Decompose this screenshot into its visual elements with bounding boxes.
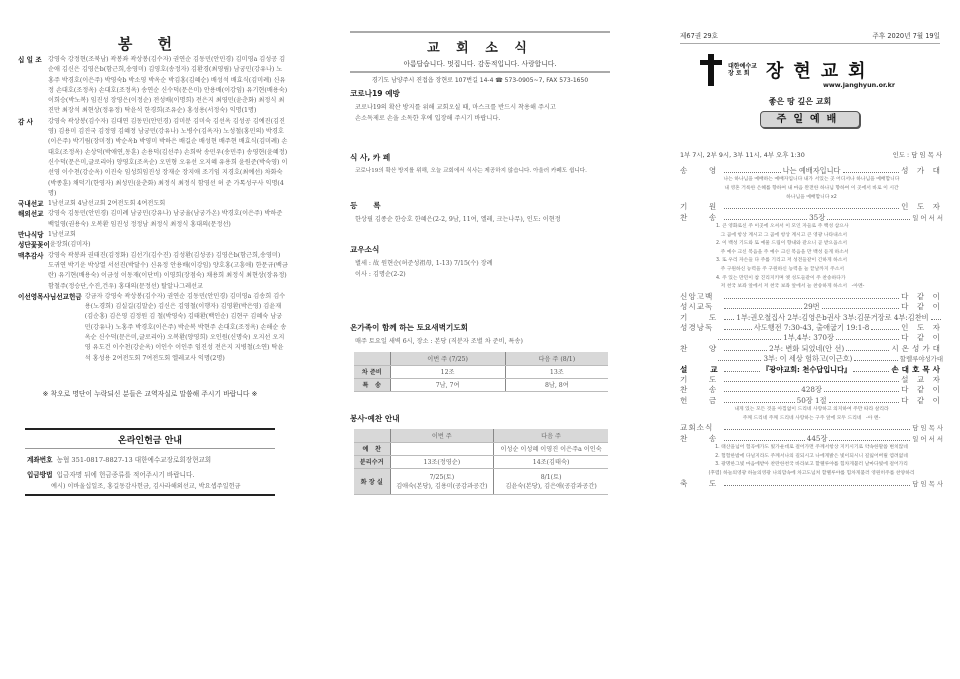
service-times-row — [680, 150, 942, 159]
offering-group-names: 1남선교회 4남선교회 2여전도회 4여전도회 — [48, 200, 166, 208]
cell-date: 7/25(토) — [429, 474, 455, 481]
order-item-content: 50장 1절 — [796, 395, 827, 405]
cell: 이성순 이성혜 이영진 이은주a 이인숙 — [494, 442, 608, 455]
order-item — [680, 344, 943, 354]
order-item-leader: 다 같 이 — [901, 302, 943, 312]
hymn-lyric-line: 1. 태산을넘어 험곡에가도 빛가운데로 걸어가면 주께서항상 지키시기로 약속한말씀 변치않네 — [715, 445, 908, 451]
order-item-leader: 다 같 이 — [901, 291, 943, 301]
table-header: 다음 주 (8/1) — [505, 352, 608, 365]
service-times: 1부 7시, 2부 9시, 3부 11시, 4부 오후 1:30 — [680, 151, 805, 159]
service-table — [354, 429, 608, 495]
offering-group-names: 강영숙 강정현(조북남) 곽봉좌 곽상봉(김수자) 권연순 김동민(안민경) 김미영a 김성공 김순애 김신은 김영은b(함근희,송영미) 김영호(송정자) 김환경(최영림) 남궁민(강유나) 노홍주 박경호(이은주) 박영숙b 박소영 박옥순 박김홍(김혜순) 배성석 배효식(김미례) 신유정 손대호(조정옥) 손대호(조정옥) 송연순 신수덕(문은미) 안용배(이강임) 유기현(배용숙) 이희승(박노복) 임진성 장영은(이정순) 전성배(이명희) 전은지 최영민(윤춘화) 최정식 최진만 최장석 최현상(정유정) 탁윤석 한경희(조유순) 홍성용(서정숙) 익명(1명) — [48, 56, 288, 115]
service-leader: 인도 : 담 임 목 사 — [892, 151, 942, 159]
order-item-leader: 시온성가대 — [891, 343, 944, 353]
hymn-lyric-line: 하나님을 예배합니다 x2 — [786, 194, 837, 200]
cell: 8남, 8여 — [505, 378, 608, 391]
row-label: 차 준비 — [354, 365, 390, 378]
prayer-meeting-table — [354, 352, 608, 392]
hymn-lyric-line: 나는 하나님을 예배하는 예배자입니다 내가 서있는 곳 어디서나 하나님을 예배합니다 — [723, 177, 900, 183]
order-item-label: 기 도 — [680, 312, 718, 322]
order-item-label: 설 교 — [680, 364, 719, 374]
table-header: 다음 주 — [494, 429, 608, 442]
bulletin-header — [680, 30, 940, 44]
cell: 14조(김태숙) — [494, 455, 608, 468]
denomination-line: 대한예수교 — [728, 62, 757, 70]
church-address: 경기도 남양주시 진접읍 장현로 107번길 14-4 ☎ 573-0905~7, FAX 573-1650 — [371, 77, 589, 84]
dot-leader — [843, 167, 900, 173]
news-title: 교 회 소 식 — [427, 41, 533, 56]
offering-group — [18, 292, 288, 364]
order-item-leader: 담 임 목 사 — [912, 479, 943, 488]
hymn-lyric-line: 3. 광명한그빛 마음에받아 찬란한천국 바라보고 할렐루야를 힘차게불러 날마다빛에 걸어가리 — [715, 462, 908, 468]
order-item-leader: 일 어 서 서 — [912, 213, 944, 222]
section-heading: 식 사, 카 페 — [350, 153, 391, 162]
order-item-content: 428장 — [801, 385, 822, 395]
order-item-content: 35장 — [809, 212, 826, 222]
hymn-lyric-line: 1. 큰 영화로신 주 이곳에 오셔서 이 모인 자들로 주 백성 삼으사 — [716, 224, 849, 229]
hymn-lyric-line: 2. 험험한밤에 다닐지라도 주께서나의 길되시고 나에게밝은 빛이되시니 길잃어버릴 염려없네 — [715, 453, 908, 459]
dot-leader — [853, 366, 889, 372]
worship-page — [640, 0, 960, 679]
order-item-leader: 담 임 목 사 — [912, 424, 943, 433]
order-item-label: 교회소식 — [680, 423, 714, 433]
hymn-lyric-line: 주 예수 크신 복음을 주 예수 크신 복음을 만 백성 듣게 하소서 — [716, 249, 849, 255]
offering-group-names: 윤장희(김미자) — [49, 241, 91, 249]
prayer-meeting-section — [350, 322, 610, 392]
account-value: 농협 351-0817-8827-13 대한예수교장로회장현교회 — [56, 456, 212, 464]
offering-group — [18, 199, 288, 209]
order-item-leader: 인 도 자 — [901, 322, 944, 332]
order-item — [680, 423, 943, 433]
order-item-content: 29번 — [803, 302, 820, 312]
order-item-label: 축 도 — [680, 478, 718, 488]
order-item-content: 2부: 변화 되었네(안 선) — [769, 343, 845, 353]
order-item — [680, 375, 943, 385]
dot-leader — [724, 324, 752, 330]
dot-leader — [724, 366, 760, 372]
order-item — [680, 302, 943, 312]
online-offering-box — [25, 428, 275, 496]
offering-group-label: 국내선교 — [18, 200, 44, 209]
offering-group — [18, 230, 288, 240]
cell-date: 8/1(토) — [540, 474, 562, 481]
dot-leader — [724, 345, 767, 351]
hymn-lyric-line: 그 곰에 항상 계시고 그 곰에 항상 계시고 큰 영광 나타내소서 — [716, 232, 848, 238]
method-example: 예시) 이바울십일조, 홍길동감사헌금, 김사라해외선교, 박요셉주일헌금 — [51, 483, 241, 490]
cell: 13조 — [505, 365, 608, 378]
offering-group — [18, 251, 288, 292]
news-section-covid — [350, 88, 610, 124]
order-of-worship — [680, 166, 943, 489]
cell-names: 김애숙(본당), 김용미(공감과공간) — [396, 483, 488, 490]
method-value: 입금자명 뒤에 헌금종류를 적어주시기 바랍니다. — [56, 471, 195, 479]
table-header: 이번 주 (7/25) — [390, 352, 505, 365]
row-label: 특 송 — [354, 378, 390, 391]
section-line: 이사 : 김명순(2-2) — [355, 271, 406, 278]
order-item-label: 찬 송 — [680, 212, 718, 222]
order-item-label: 송 영 — [680, 166, 718, 175]
offering-group-names: 강영숙 곽상봉(김수자) 김대연 김동민(안민경) 김미분 김미숙 김선옥 김성공 김예진(김진영) 김용미 김진국 김정영 김혜정 남궁민(강유나) 노병수(김옥자) 노성철(홍민의) 박경호(이은주) 박기림(장미정) 박순옥b 박영미 박하은 배길순 배성현 배주현 배효식(김미례) 손대호(조정옥) 손상덕(박애연,동훈) 손용덕(김선주) 손희락 송민우(송민주) 송영현(윤혜정) 신수덕(문은미,글로리아) 양영호(조옥순) 오민형 오유선 오지혜 유용희 윤원준(박숙영) 이선영 이수천(강순옥) 이진숙 임성희임진성 장재순 장지애 조기임 지경호(최예선) 차화숙(박종훈) 채덕기(한영자) 최성민(윤춘화) 최정식 최정식 함영선 허 준 가톡성구사 익명(4명) — [48, 117, 288, 197]
order-item-leader: 인 도 자 — [901, 202, 943, 212]
cell — [390, 468, 494, 494]
service-badge: 주일예배 — [760, 111, 860, 128]
table-row — [354, 378, 608, 391]
order-item-leader: 다 같 이 — [901, 395, 944, 405]
church-url[interactable]: www.janghyun.or.kr — [823, 81, 896, 89]
method-row — [25, 464, 275, 494]
order-item-leader: 일 어 서 서 — [912, 434, 943, 443]
dot-leader — [827, 214, 910, 220]
order-item — [680, 479, 943, 489]
order-item-label: 헌 금 — [680, 395, 718, 405]
row-label: 예 찬 — [354, 442, 390, 455]
order-item-label: 신앙고백 — [680, 291, 714, 301]
cross-icon — [700, 54, 722, 86]
row-label: 분리수거 — [354, 455, 390, 468]
order-item-content: 1부:권오철집사 2부:김영은b권사 3부:김문거장로 4부:김찬비 — [736, 312, 929, 322]
bulletin-date: 주후 2020년 7월 19일 — [872, 32, 940, 40]
cell: 13조(정영순) — [390, 455, 494, 468]
dot-leader — [829, 397, 900, 403]
order-item-label: 성경낭독 — [680, 322, 714, 332]
order-item — [680, 333, 943, 343]
service-section — [350, 413, 610, 495]
hymn-lyric-line: 주께 드리네 주께 드리네 사랑하는 구주 앞에 모두 드리네 -아 멘- — [742, 415, 881, 421]
denomination — [728, 63, 758, 77]
offering-group-label: 해외선교 — [18, 210, 44, 219]
order-item — [680, 292, 943, 302]
order-item-leader: 손대호목사 — [891, 364, 943, 374]
news-header — [350, 31, 610, 73]
dot-leader — [822, 303, 900, 309]
order-item-label: 기 도 — [680, 375, 718, 384]
offering-group — [18, 55, 288, 117]
dot-leader — [846, 345, 889, 351]
cell — [390, 442, 494, 455]
order-item-content: 『광야교회: 천수답입니다』 — [762, 364, 852, 374]
dot-leader — [931, 314, 941, 320]
offering-group-names: 강금자 강영숙 곽상봉(김수자) 권연순 김동민(안민경) 김미영a 김송희 김수용(노경희) 김실길(김말순) 김신은 김영철(이행자) 김영환(박은영) 김윤재(김순홍) 김은영 김정원 김 철(박영숙) 김태환(백인순) 김현구 김혜숙 남궁민(강유나) 노홍주 박경호(이은주) 박순복 박현주 손대호(조정옥) 손해순 송옥순 신수덕(문은미,글로리아) 오복환(양영희) 오인원(신명숙) 오지선 오지영 유도건 이수천(강순옥) 이인수 이인주 임진성 전은지 지병철(소연) 탁윤석 홍성용 2여전도회 7여전도회 엘레교사 익명(2명) — [84, 292, 287, 362]
hymn-lyric-line: (후렴) 하늘의영광 하늘의영광 나의맘속에 차고도넘쳐 할렐루야를 힘차게불러 영원히주를 찬양하리 — [708, 471, 915, 476]
offering-group-label: 이선영목사님선교헌금 — [18, 292, 82, 301]
offering-group-label: 만나식당 — [18, 231, 44, 240]
section-heading: 코로나19 예방 — [350, 89, 400, 98]
hymn-lyric-line: 3. 또 우리 자손들 다 주를 기리고 저 성전들같이 긴하게 하소서 — [716, 258, 848, 264]
section-desc: 매주 토요일 새벽 6시, 장소 : 본당 (직분자 조별 차 준비, 특송) — [355, 338, 523, 345]
section-line: 코로나19의 확산 방지를 위해, 오늘 교회에서 식사는 제공하지 않습니다. 아울러 카페도 쉽니다. — [355, 168, 587, 174]
offering-group-names: 강영숙 곽봉좌 권태진(김정화) 김선기(김수진) 김성환(김성공) 김영은b(함근희,송영미) 도귀연 박기운 박상열 서선진(박달수) 신유정 안용배(이강임) 양호홍(고흥애) 한문규(백금란) 유기현(배용숙) 이금성 이동재(이단비) 이영희(장점숙) 채용희 최정식 최현상(장유정) 함철주(정승단,수진,건우) 홍대의(문정선) 탈알나그레선교 — [48, 251, 288, 290]
order-item-content: 나는 예배자입니다 — [782, 166, 841, 175]
order-item-leader: 다 같 이 — [901, 333, 943, 343]
offering-group — [18, 117, 288, 199]
news-page — [320, 0, 640, 679]
order-item-content: 1부,4부: 370장 — [783, 333, 834, 343]
dot-leader — [724, 214, 807, 220]
order-item-leader: 다 같 이 — [901, 385, 944, 395]
online-offering-title: 온라인헌금 안내 — [25, 430, 275, 449]
dot-leader — [724, 480, 910, 486]
section-line: 한상필 김종순 한승호 한혜은(2-2, 9남, 11여, 엘레, 크는나무), 인도: 이현정 — [355, 216, 561, 223]
section-heading: 교우소식 — [350, 245, 380, 254]
church-motto: 좋은 땅 깊은 교회 — [768, 97, 832, 106]
dot-leader — [718, 355, 761, 361]
order-item — [680, 166, 943, 176]
order-item-content: 사도행전 7:30-43, 출애굽기 19:1-8 — [753, 322, 870, 332]
dot-leader — [724, 397, 795, 403]
offering-group-label: 십 일 조 — [18, 56, 42, 64]
hymn-lyric-line: 저 천국 보좌 앞에서 저 천국 보좌 앞에서 늘 찬송하게 하소서 -아멘- — [716, 284, 865, 290]
order-item-label: 기 원 — [680, 202, 718, 212]
news-section-meal — [350, 152, 610, 177]
news-slogan: 아름답습니다. 멋집니다. 감동적입니다. 사랑합니다. — [403, 60, 557, 68]
denomination-line: 장 로 회 — [728, 69, 750, 77]
order-item — [680, 323, 943, 333]
offering-list — [18, 55, 288, 364]
dot-leader — [718, 334, 781, 340]
offering-group — [18, 209, 288, 230]
cell — [494, 468, 608, 494]
section-heading: 봉사·예찬 안내 — [350, 414, 400, 423]
offering-title: 봉 헌 — [117, 35, 183, 53]
cell: 12조 — [390, 365, 505, 378]
dot-leader — [724, 424, 910, 430]
order-item-label: 찬 송 — [680, 385, 718, 395]
dot-leader — [871, 324, 899, 330]
account-label: 계좌번호 — [27, 456, 53, 464]
order-item — [680, 365, 943, 375]
table-header — [354, 352, 390, 365]
order-item — [680, 396, 943, 406]
section-line: 코로나19의 확산 방지를 위해 교회오실 때, 마스크를 반드시 착용해 주시고 — [355, 104, 556, 111]
dot-leader — [724, 435, 805, 441]
table-header: 이번 주 — [390, 429, 494, 442]
order-item — [680, 434, 943, 444]
volume-number: 제67권 29호 — [680, 32, 718, 40]
section-heading: 온가족이 함께 하는 토요새벽기도회 — [350, 323, 468, 332]
offering-group-names: 1남선교회 — [48, 231, 76, 239]
offering-group — [18, 240, 288, 250]
dot-leader — [724, 303, 802, 309]
account-row — [25, 449, 275, 464]
section-heading: 등 록 — [350, 201, 381, 210]
hymn-lyric-line: 내게 있는 모든 것을 아낌없이 드리네 사랑하고 의지하여 주만 따라 살리라 — [734, 407, 889, 413]
table-row — [354, 468, 608, 494]
dot-leader — [724, 386, 799, 392]
dot-leader — [824, 386, 899, 392]
order-item — [680, 385, 943, 395]
dot-leader — [854, 355, 897, 361]
offering-group-label: 맥추감사 — [18, 251, 44, 260]
method-label: 입금방법 — [27, 471, 53, 479]
news-section-members — [350, 244, 610, 280]
cell: 7남, 7여 — [390, 378, 505, 391]
row-label: 화 장 실 — [354, 468, 390, 494]
dot-leader — [836, 334, 899, 340]
order-item — [680, 202, 943, 212]
offering-note: ※ 착오로 명단이 누락되신 분들은 교역자실로 말씀해 주시기 바랍니다 ※ — [42, 390, 258, 398]
order-item — [680, 213, 943, 223]
table-header — [354, 429, 390, 442]
order-item-content: 3부: 이 세상 험하고(이근호) — [763, 354, 853, 364]
hymn-lyric-line: 주 구원하신 능력을 주 구원하신 능력을 늘 끝날까지 주소서 — [716, 266, 844, 272]
dot-leader — [724, 203, 899, 209]
dot-leader — [724, 314, 734, 320]
order-item-label: 성시교독 — [680, 302, 714, 312]
order-item-content: 445장 — [806, 433, 828, 443]
hymn-lyric-line: 내 영혼 거룩한 은혜를 향하여 내 마음 완전한 하나님 향하여 이 곳에서 바로 이 시간 — [724, 186, 899, 191]
section-line: 별세 : 故 원현순(허준성祖母, 1-13) 7/15(수) 장례 — [355, 260, 493, 267]
table-row — [354, 455, 608, 468]
table-row — [354, 365, 608, 378]
offering-group-label: 성단꽃꽂이 — [18, 241, 50, 250]
order-item-label: 찬 양 — [680, 343, 718, 353]
news-section-registration — [350, 200, 610, 225]
dot-leader — [724, 293, 899, 299]
dot-leader — [829, 435, 910, 441]
order-item-label: 찬 송 — [680, 433, 718, 443]
section-line: 손소독제로 손을 소독한 후에 입장해 주시기 바랍니다. — [355, 115, 501, 122]
table-row — [354, 442, 608, 455]
church-name: 장현교회 — [766, 60, 876, 82]
order-item-leader: 설 교 자 — [901, 375, 943, 384]
offering-group-label: 감 사 — [18, 117, 34, 126]
cell-names: 김윤숙(본당), 김은애(공감과공간) — [505, 483, 597, 490]
hymn-lyric-line: 2. 이 백성 기도와 또 예물 드림이 향내와 같으니 곧 받으옵소서 — [716, 241, 848, 247]
order-item-leader: 성 가 대 — [901, 166, 943, 175]
hymn-lyric-line: 4. 주 있는 만민이 참 진리지키며 옛 성도들같이 주 찬송하다가 — [716, 275, 846, 281]
offering-group-names: 강영숙 김동민(안민경) 김미례 남궁민(강유나) 남궁율(남궁가온) 박경호(이은주) 박하준 백일영(권용숙) 오복환 임진성 정정남 최정식 최정식 홍대의(문정선) — [48, 210, 283, 228]
order-item — [680, 354, 943, 364]
dot-leader — [724, 167, 781, 173]
order-item-leader: 할렐루야성가대 — [899, 355, 944, 364]
order-item — [680, 313, 943, 323]
dot-leader — [724, 376, 899, 382]
offering-page — [0, 0, 320, 679]
